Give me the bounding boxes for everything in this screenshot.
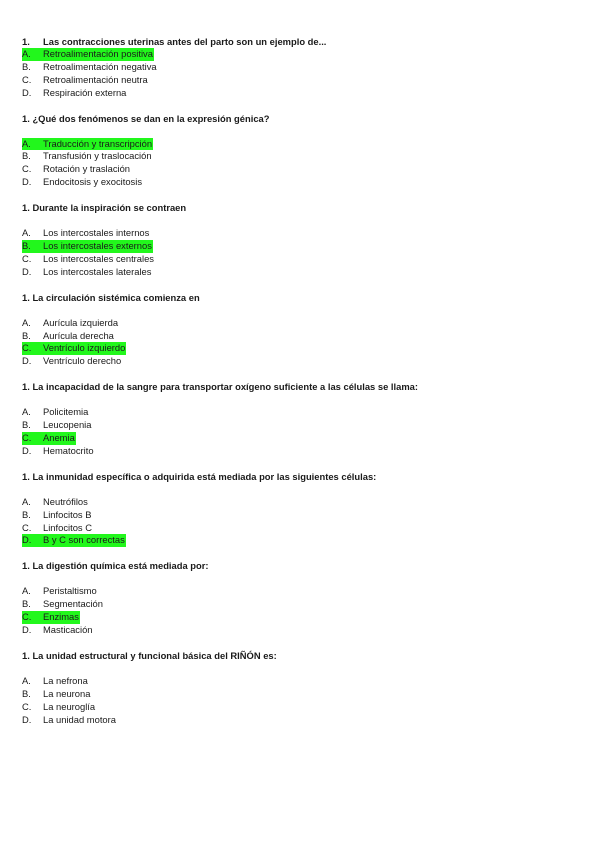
- option-text: Linfocitos B: [43, 508, 92, 520]
- question-title: [22, 202, 582, 214]
- option-c: [22, 522, 582, 535]
- question-number: 1.: [22, 470, 30, 482]
- option-text: Enzimas: [43, 611, 79, 623]
- option-letter: A.: [22, 495, 31, 507]
- question-number: 1.: [22, 112, 30, 124]
- option-d: [22, 176, 582, 189]
- option-text: Aurícula derecha: [43, 329, 114, 341]
- question-title: [22, 292, 582, 304]
- option-a: [22, 406, 582, 419]
- question-title: [22, 381, 582, 393]
- option-letter: B.: [22, 687, 31, 699]
- option-letter: D.: [22, 444, 32, 456]
- option-text: Los intercostales internos: [43, 227, 150, 239]
- option-text: Anemia: [43, 432, 75, 444]
- option-text: Masticación: [43, 624, 93, 636]
- question-title: [22, 560, 582, 572]
- question-text: Las contracciones uterinas antes del parto son un ejemplo de...: [43, 36, 327, 47]
- option-a: [22, 496, 582, 509]
- question-5: [22, 381, 582, 458]
- option-d: [22, 266, 582, 279]
- quiz-document: [22, 36, 582, 727]
- option-text: Segmentación: [43, 598, 103, 610]
- option-text: Transfusión y traslocación: [43, 150, 152, 162]
- option-letter: B.: [22, 60, 31, 72]
- option-a-correct: [22, 48, 582, 61]
- question-number: 1.: [22, 381, 30, 393]
- question-number: 1.: [22, 36, 30, 47]
- option-letter: C.: [22, 611, 32, 623]
- option-c-correct: [22, 432, 582, 445]
- option-b-correct: [22, 240, 582, 253]
- option-letter: B.: [22, 598, 31, 610]
- option-letter: C.: [22, 432, 32, 444]
- option-text: Traducción y transcripción: [43, 137, 153, 149]
- option-text: Aurícula izquierda: [43, 316, 119, 328]
- option-a: [22, 675, 582, 688]
- question-text: La digestión química está mediada por:: [32, 560, 209, 572]
- option-letter: B.: [22, 150, 31, 162]
- option-text: Endocitosis y exocitosis: [43, 176, 143, 188]
- option-text: La unidad motora: [43, 713, 116, 725]
- option-b: [22, 598, 582, 611]
- option-c: [22, 253, 582, 266]
- option-letter: A.: [22, 406, 31, 418]
- option-letter: D.: [22, 534, 32, 546]
- option-letter: B.: [22, 508, 31, 520]
- option-text: Peristaltismo: [43, 585, 97, 597]
- option-letter: C.: [22, 342, 32, 354]
- option-b: [22, 61, 582, 74]
- option-text: Los intercostales centrales: [43, 252, 154, 264]
- option-text: Policitemia: [43, 406, 89, 418]
- option-letter: A.: [22, 48, 31, 59]
- option-d: [22, 714, 582, 727]
- option-d: [22, 624, 582, 637]
- option-c-correct: [22, 611, 582, 624]
- option-text: Ventrículo derecho: [43, 355, 122, 367]
- option-letter: B.: [22, 329, 31, 341]
- option-text: B y C son correctas: [43, 534, 125, 546]
- option-c: [22, 74, 582, 87]
- question-text: La incapacidad de la sangre para transportar oxígeno suficiente a las células se llama:: [32, 381, 419, 393]
- option-text: Retroalimentación neutra: [43, 73, 148, 85]
- option-letter: A.: [22, 316, 31, 328]
- option-a: [22, 585, 582, 598]
- option-letter: C.: [22, 73, 32, 85]
- option-text: La neuroglía: [43, 700, 96, 712]
- option-letter: A.: [22, 674, 31, 686]
- option-text: Leucopenia: [43, 419, 92, 431]
- option-letter: D.: [22, 713, 32, 725]
- option-d: [22, 445, 582, 458]
- option-text: Respiración externa: [43, 86, 127, 98]
- question-text: La unidad estructural y funcional básica del RIÑÓN es:: [32, 649, 277, 661]
- option-text: Retroalimentación positiva: [43, 48, 153, 59]
- option-text: Neutrófilos: [43, 495, 88, 507]
- question-7: [22, 560, 582, 637]
- option-letter: A.: [22, 137, 31, 149]
- question-number: 1.: [22, 202, 30, 214]
- option-letter: D.: [22, 624, 32, 636]
- question-number: 1.: [22, 291, 30, 303]
- option-text: Los intercostales externos: [43, 240, 152, 252]
- option-letter: B.: [22, 419, 31, 431]
- option-letter: C.: [22, 521, 32, 533]
- option-text: Los intercostales laterales: [43, 265, 152, 277]
- option-letter: B.: [22, 240, 31, 252]
- option-b: [22, 150, 582, 163]
- question-title: [22, 471, 582, 483]
- option-b: [22, 509, 582, 522]
- option-letter: C.: [22, 700, 32, 712]
- option-a: [22, 317, 582, 330]
- question-text: ¿Qué dos fenómenos se dan en la expresión génica?: [32, 112, 270, 124]
- option-c-correct: [22, 342, 582, 355]
- option-a: [22, 227, 582, 240]
- option-letter: C.: [22, 252, 32, 264]
- option-text: Hematocrito: [43, 444, 94, 456]
- option-c: [22, 701, 582, 714]
- question-title: [22, 650, 582, 662]
- question-text: La inmunidad específica o adquirida está mediada por las siguientes células:: [32, 470, 377, 482]
- option-text: Rotación y traslación: [43, 163, 131, 175]
- option-d: [22, 355, 582, 368]
- question-title: [22, 36, 582, 48]
- question-8: [22, 650, 582, 727]
- question-3: [22, 202, 582, 279]
- option-a-correct: [22, 138, 582, 151]
- option-letter: D.: [22, 176, 32, 188]
- option-letter: A.: [22, 227, 31, 239]
- option-letter: D.: [22, 355, 32, 367]
- question-text: La circulación sistémica comienza en: [32, 291, 200, 303]
- option-b: [22, 330, 582, 343]
- question-number: 1.: [22, 560, 30, 572]
- option-letter: D.: [22, 86, 32, 98]
- option-text: La nefrona: [43, 674, 88, 686]
- option-letter: A.: [22, 585, 31, 597]
- option-text: Retroalimentación negativa: [43, 60, 157, 72]
- option-letter: C.: [22, 163, 32, 175]
- option-d-correct: [22, 534, 582, 547]
- option-text: Ventrículo izquierdo: [43, 342, 126, 354]
- question-title: [22, 113, 582, 125]
- question-1: [22, 36, 582, 100]
- question-4: [22, 292, 582, 369]
- question-text: Durante la inspiración se contraen: [32, 202, 187, 214]
- option-text: Linfocitos C: [43, 521, 92, 533]
- question-number: 1.: [22, 649, 30, 661]
- question-2: [22, 113, 582, 190]
- option-letter: D.: [22, 265, 32, 277]
- question-6: [22, 471, 582, 548]
- option-b: [22, 419, 582, 432]
- option-d: [22, 87, 582, 100]
- option-b: [22, 688, 582, 701]
- option-text: La neurona: [43, 687, 91, 699]
- option-c: [22, 163, 582, 176]
